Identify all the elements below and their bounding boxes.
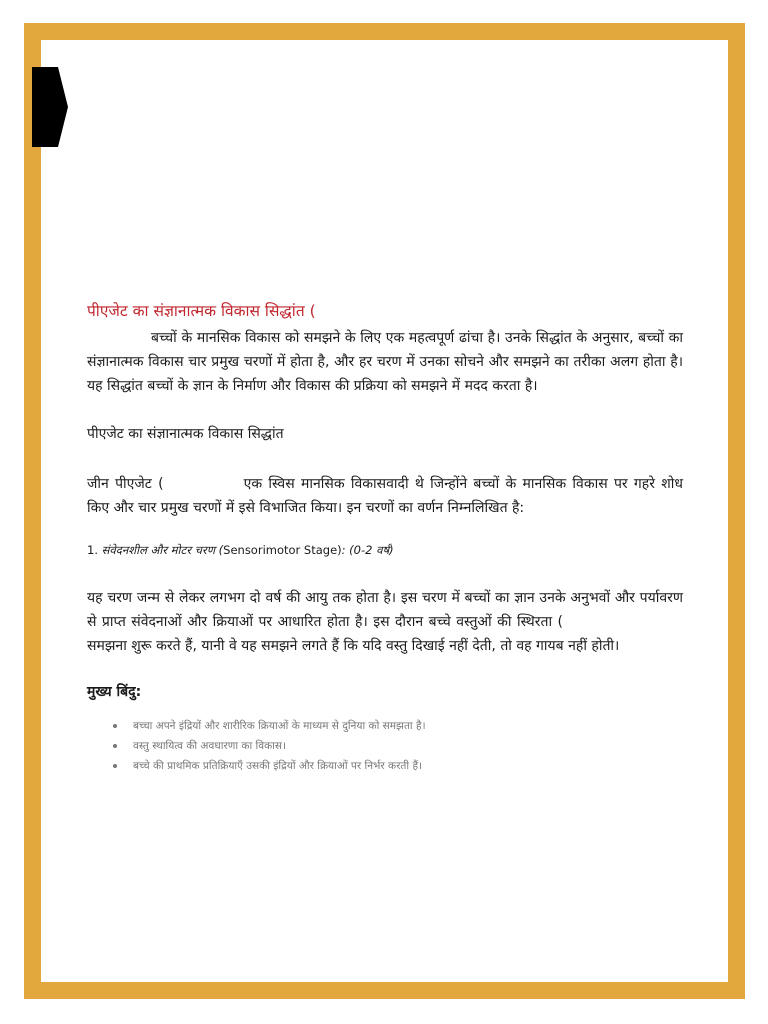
- bio-rest-text: एक स्विस मानसिक विकासवादी थे जिन्होंने बच्चों के मानसिक विकास पर गहरे शोध किए और चार प्रमुख चरणों में इसे विभाजित किया। इन चरणों का वर्णन निम्नलिखित है:: [87, 476, 683, 516]
- stage-1-title: [87, 540, 683, 560]
- black-pentagon-tab-icon: [32, 67, 68, 147]
- key-point-item: बच्चे की प्राथमिक प्रतिक्रियाएँ उसकी इंद्रियों और क्रियाओं पर निर्भर करती हैं।: [113, 756, 683, 776]
- stage-1-number: 1.: [87, 543, 98, 557]
- intro-paragraph: [87, 326, 683, 398]
- bio-start-text: जीन पीएजेट (: [87, 476, 164, 492]
- document-content: [87, 300, 683, 776]
- bio-paragraph: [87, 472, 683, 520]
- section-subheading: पीएजेट का संज्ञानात्मक विकास सिद्धांत: [87, 426, 284, 442]
- stage-1-desc-end: समझना शुरू करते हैं, यानी वे यह समझने लगते हैं कि यदि वस्तु दिखाई नहीं देती, तो वह गायब नहीं होती।: [87, 638, 620, 654]
- intro-text: बच्चों के मानसिक विकास को समझने के लिए एक महत्वपूर्ण ढांचा है। उनके सिद्धांत के अनुसार, बच्चों का संज्ञानात्मक विकास चार प्रमुख चरणों में होता है, और हर चरण में उनका सोचने और समझने का तरीका अलग होता है। यह सिद्धांत बच्चों के ज्ञान के निर्माण और विकास की प्रक्रिया को समझने में मदद करता है।: [87, 330, 683, 394]
- stage-1-name-hindi: संवेदनशील और मोटर चरण (: [101, 543, 224, 557]
- stage-1-name-english: Sensorimotor Stage): [223, 543, 342, 557]
- stage-1-desc-start: यह चरण जन्म से लेकर लगभग दो वर्ष की आयु तक होता है। इस चरण में बच्चों का ज्ञान उनके अनुभवों और पर्यावरण से प्राप्त संवेदनाओं और क्रियाओं पर आधारित होता है। इस दौरान बच्चे वस्तुओं की स्थिरता (: [87, 590, 683, 630]
- key-points-list: [87, 716, 683, 776]
- key-point-item: बच्चा अपने इंद्रियों और शारीरिक क्रियाओं के माध्यम से दुनिया को समझता है।: [113, 716, 683, 736]
- key-points-title: मुख्य बिंदु:: [87, 684, 142, 700]
- document-heading: पीएजेट का संज्ञानात्मक विकास सिद्धांत (: [87, 302, 316, 320]
- key-point-item: वस्तु स्थायित्व की अवधारणा का विकास।: [113, 736, 683, 756]
- stage-1-description: [87, 586, 683, 658]
- stage-1-age: : (0-2 वर्ष): [341, 543, 394, 557]
